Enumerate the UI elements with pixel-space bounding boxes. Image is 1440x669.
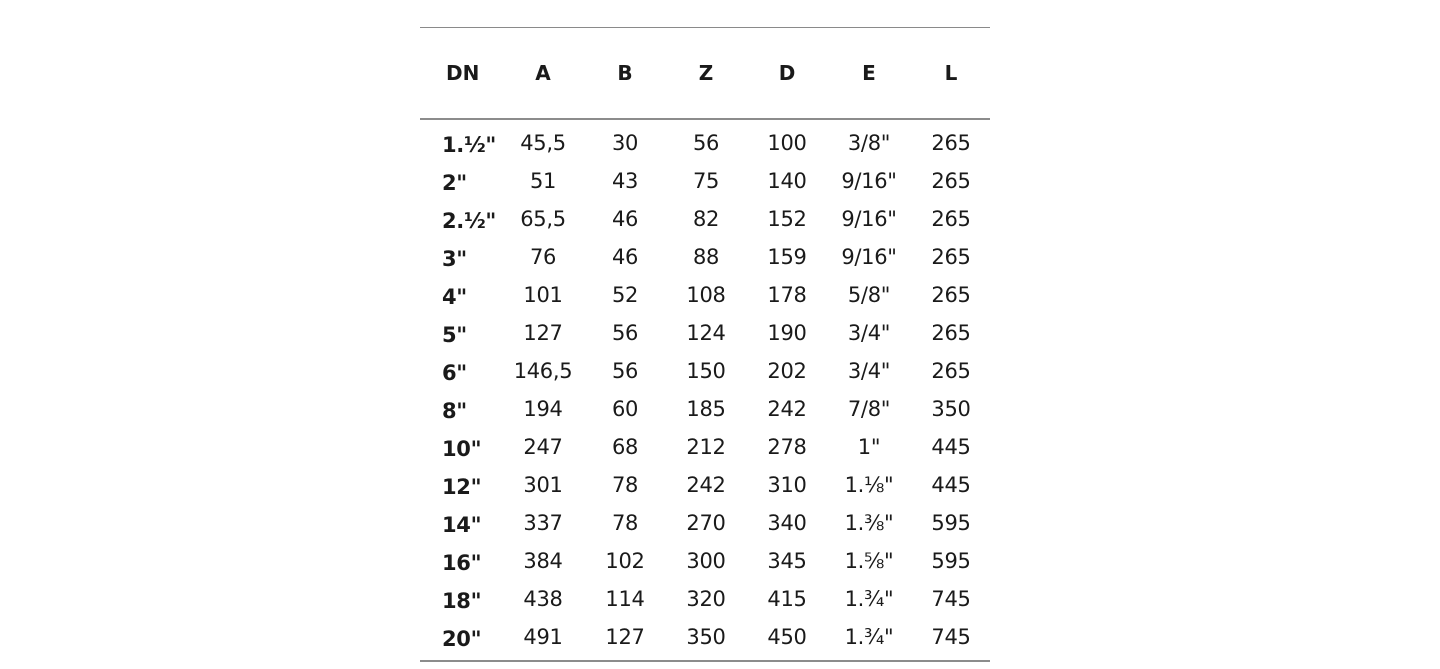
cell-d: 152 [767,207,807,231]
cell-a: 45,5 [520,131,566,155]
cell-z: 88 [692,245,720,269]
table-body [420,124,990,656]
header-l: L [944,61,958,85]
cell-z: 242 [686,473,726,497]
cell-d: 140 [767,169,807,193]
table-rows [420,124,990,656]
header-a: A [535,61,551,85]
cell-e: 1.⅝" [844,549,894,573]
table-bottom-rule [420,660,990,662]
cell-dn: 6" [442,361,467,385]
cell-dn: 1.½" [442,133,497,157]
cell-b: 56 [611,359,639,383]
cell-b: 127 [605,625,645,649]
header-z: Z [698,61,714,85]
cell-b: 46 [611,245,639,269]
cell-l: 265 [931,169,971,193]
cell-e: 3/4" [847,321,891,345]
table-row [420,428,990,466]
cell-z: 212 [686,435,726,459]
table-row [420,162,990,200]
cell-d: 242 [767,397,807,421]
cell-l: 745 [931,625,971,649]
cell-e: 9/16" [841,169,897,193]
cell-z: 350 [686,625,726,649]
cell-e: 1.⅛" [844,473,894,497]
cell-e: 1" [857,435,881,459]
cell-e: 1.¾" [844,625,894,649]
table-row [420,618,990,656]
cell-a: 127 [523,321,563,345]
table-row [420,200,990,238]
table-row [420,542,990,580]
cell-a: 65,5 [520,207,566,231]
table-row [420,276,990,314]
cell-z: 124 [686,321,726,345]
cell-e: 5/8" [847,283,891,307]
header-row [420,28,990,118]
cell-z: 270 [686,511,726,535]
cell-z: 185 [686,397,726,421]
cell-a: 384 [523,549,563,573]
cell-dn: 4" [442,285,467,309]
cell-b: 60 [611,397,639,421]
cell-b: 52 [611,283,639,307]
cell-e: 1.⅜" [844,511,894,535]
cell-l: 445 [931,473,971,497]
cell-b: 43 [611,169,639,193]
cell-b: 78 [611,511,639,535]
table-row [420,238,990,276]
cell-l: 265 [931,321,971,345]
cell-a: 301 [523,473,563,497]
cell-d: 340 [767,511,807,535]
cell-a: 51 [529,169,557,193]
cell-dn: 3" [442,247,467,271]
cell-d: 100 [767,131,807,155]
table-row [420,314,990,352]
cell-l: 350 [931,397,971,421]
cell-dn: 2" [442,171,467,195]
cell-z: 108 [686,283,726,307]
cell-l: 265 [931,207,971,231]
cell-a: 337 [523,511,563,535]
cell-a: 438 [523,587,563,611]
cell-a: 491 [523,625,563,649]
table-row [420,504,990,542]
cell-b: 56 [611,321,639,345]
cell-dn: 16" [442,551,482,575]
cell-d: 159 [767,245,807,269]
table-header [420,28,990,118]
header-d: D [778,61,796,85]
cell-dn: 18" [442,589,482,613]
cell-d: 450 [767,625,807,649]
cell-dn: 5" [442,323,467,347]
cell-b: 78 [611,473,639,497]
header-divider [420,118,990,120]
cell-d: 345 [767,549,807,573]
cell-a: 101 [523,283,563,307]
cell-l: 265 [931,359,971,383]
cell-b: 68 [611,435,639,459]
cell-d: 415 [767,587,807,611]
cell-dn: 2.½" [442,209,497,233]
header-e: E [862,61,876,85]
cell-dn: 10" [442,437,482,461]
cell-d: 190 [767,321,807,345]
table-row [420,352,990,390]
cell-b: 46 [611,207,639,231]
cell-e: 3/4" [847,359,891,383]
cell-a: 146,5 [513,359,573,383]
cell-l: 445 [931,435,971,459]
table-row [420,124,990,162]
cell-l: 265 [931,131,971,155]
cell-l: 595 [931,511,971,535]
cell-l: 745 [931,587,971,611]
header-b: B [617,61,633,85]
cell-z: 75 [692,169,720,193]
cell-z: 82 [692,207,720,231]
cell-z: 320 [686,587,726,611]
cell-l: 265 [931,283,971,307]
cell-dn: 8" [442,399,467,423]
header-dn: DN [446,61,480,85]
cell-z: 56 [692,131,720,155]
cell-e: 1.¾" [844,587,894,611]
cell-b: 102 [605,549,645,573]
cell-z: 300 [686,549,726,573]
cell-a: 76 [529,245,557,269]
cell-l: 595 [931,549,971,573]
cell-d: 310 [767,473,807,497]
table-row [420,580,990,618]
cell-b: 114 [605,587,645,611]
table-row [420,390,990,428]
cell-e: 7/8" [847,397,891,421]
cell-a: 247 [523,435,563,459]
cell-b: 30 [611,131,639,155]
table-row [420,466,990,504]
cell-l: 265 [931,245,971,269]
cell-d: 202 [767,359,807,383]
cell-d: 178 [767,283,807,307]
cell-dn: 20" [442,627,482,651]
cell-e: 9/16" [841,245,897,269]
cell-a: 194 [523,397,563,421]
cell-e: 9/16" [841,207,897,231]
cell-z: 150 [686,359,726,383]
cell-e: 3/8" [847,131,891,155]
cell-d: 278 [767,435,807,459]
cell-dn: 12" [442,475,482,499]
cell-dn: 14" [442,513,482,537]
dimensions-table [420,27,990,662]
